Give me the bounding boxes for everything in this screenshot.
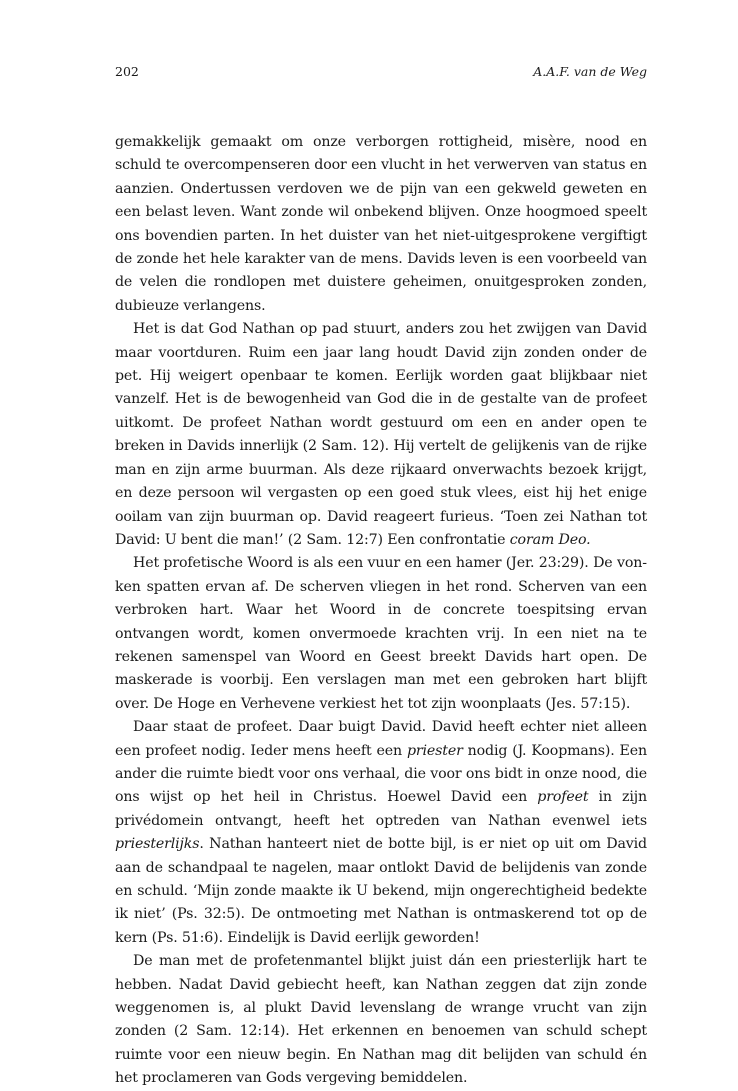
paragraph-1	[115, 131, 647, 318]
text-run: Het profetische Woord is als een vuur en een hamer (Jer. 23:29). De vonken spatten ervan af. De scherven vliegen in het rond. Scherven van een verbroken hart. Waar het Woord in de concrete toespitsing ervan ontvangen wordt, komen onvermoede krachten vrij. In een niet na te rekenen samenspel van Woord en Geest breekt Davids hart open. De maskerade is voorbij. Een verslagen man met een gebroken hart blijft over. De Hoge en Verhevene verkiest het tot zijn woonplaats (Jes. 57:15).	[115, 555, 647, 712]
text-run: gemakkelijk gemaakt om onze verborgen rottigheid, misère, nood en schuld te overcompenseren door een vlucht in het verwerven van status en aanzien. Ondertussen verdoven we de pijn van een gekweld geweten en een belast leven. Want zonde wil onbekend blijven. Onze hoogmoed speelt ons bovendien parten. In het duister van het niet-uitgesprokene vergiftigt de zonde het hele karakter van de mens. Davids leven is een voorbeeld van de velen die rondlopen met duistere geheimen, onuitgesproken zonden, dubieuze verlangens.	[115, 134, 647, 314]
italic-term: coram Deo.	[509, 531, 591, 548]
italic-term: profeet	[537, 789, 589, 806]
paragraph-2	[115, 318, 647, 552]
italic-term: priester	[406, 742, 463, 759]
paragraph-4	[115, 716, 647, 950]
text-run: De man met de profetenmantel blijkt juist dán een priesterlijk hart te hebben. Nadat David gebiecht heeft, kan Nathan zeggen dat zijn zonde weggenomen is, al plukt David levenslang de wrange vrucht van zijn zonden (2 Sam. 12:14). Het erkennen en benoemen van schuld schept ruimte voor een nieuw begin. En Nathan mag dit belijden van schuld én het proclameren van Gods vergeving bemiddelen.	[115, 953, 647, 1087]
page-number: 202	[115, 64, 139, 79]
text-run: in zijn privédomein ontvangt, heeft het optreden van Nathan evenwel iets	[115, 789, 647, 829]
running-author: A.A.F. van de Weg	[533, 64, 647, 79]
text-run: . Nathan hanteert niet de botte bijl, is er niet op uit om David aan de schandpaal te nagelen, maar ontlokt David de belijdenis van zonde en schuld. ‘Mijn zonde maakte ik U bekend, mijn ongerechtigheid bedekte ik niet’ (Ps. 32:5). De ontmoeting met Nathan is ontmaskerend tot op de kern (Ps. 51:6). Eindelijk is David eerlijk geworden!	[115, 836, 647, 946]
text-run: Daar staat de profeet. Daar buigt David. David heeft echter niet alleen een profeet nodig. Ieder mens heeft een	[115, 719, 647, 759]
italic-term: priesterlijks	[115, 836, 200, 853]
paragraph-5	[115, 950, 647, 1090]
text-run: nodig (J. Koopmans). Een ander die ruimte biedt voor ons verhaal, die voor ons bidt in onze nood, die ons wijst op het heil in Christus. Hoewel David een	[115, 742, 647, 806]
paragraph-3	[115, 552, 647, 716]
body-text	[115, 131, 647, 1091]
running-header	[115, 62, 647, 82]
text-run: Het is dat God Nathan op pad stuurt, anders zou het zwijgen van David maar voortduren. Ruim een jaar lang houdt David zijn zonden onder de pet. Hij weigert openbaar te komen. Eerlijk worden gaat blijkbaar niet vanzelf. Het is de bewogenheid van God die in de gestalte van de profeet uitkomt. De profeet Nathan wordt gestuurd om een en ander open te breken in Davids innerlijk (2 Sam. 12). Hij vertelt de gelijkenis van de rijke man en zijn arme buurman. Als deze rijkaard onverwachts bezoek krijgt, en deze persoon wil vergasten op een goed stuk vlees, eist hij het enige ooilam van zijn buurman op. David reageert furieus. ‘Toen zei Nathan tot David: U bent die man!’ (2 Sam. 12:7) Een confrontatie	[115, 321, 647, 548]
